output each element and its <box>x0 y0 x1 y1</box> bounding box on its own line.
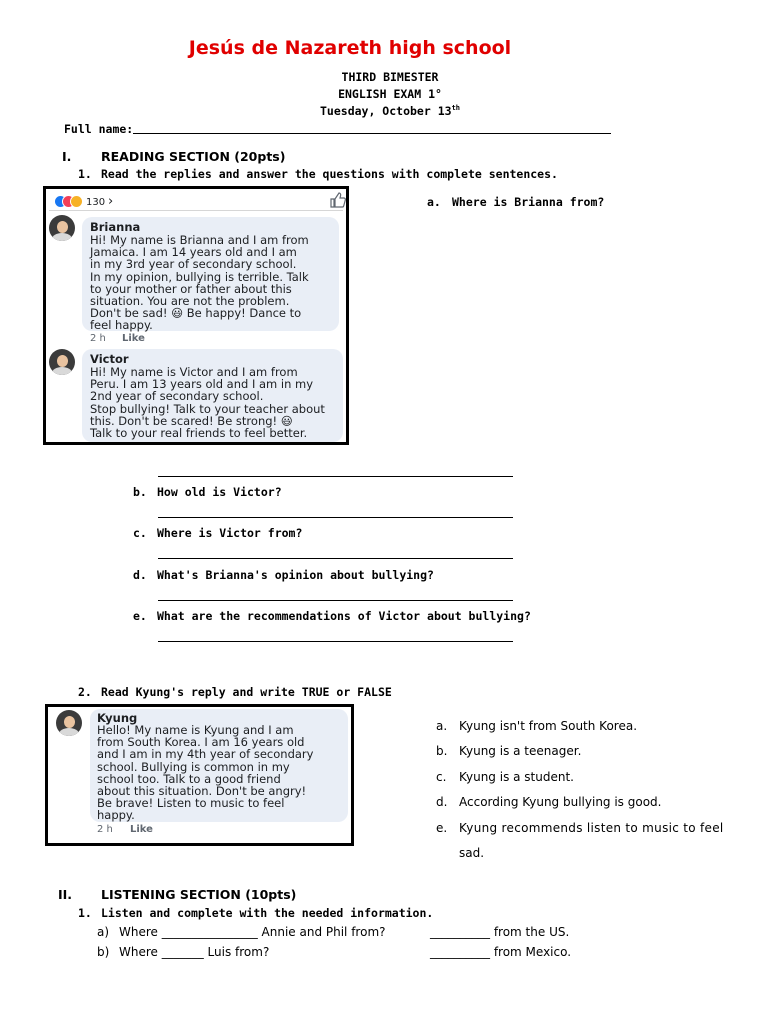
statement-a-text: Kyung isn't from South Korea. <box>459 719 638 733</box>
kyung-time: 2 h <box>97 824 113 835</box>
exam-date-text: Tuesday, October 13 <box>320 104 452 118</box>
exam-label: ENGLISH EXAM 1° <box>338 87 442 101</box>
brianna-like-link[interactable]: Like <box>122 333 145 344</box>
listening-item-a-letter: a) <box>97 925 110 939</box>
answer-line-e[interactable] <box>158 641 513 642</box>
divider <box>49 210 343 211</box>
listening-section-title: LISTENING SECTION (10pts) <box>101 887 297 902</box>
kyung-avatar <box>56 710 82 736</box>
exam-date <box>0 104 768 118</box>
statement-c-text: Kyung is a student. <box>459 770 574 784</box>
question-a-letter: a. <box>427 195 441 209</box>
victor-comment-text: Hi! My name is Victor and I am from Peru. I am 13 years old and I am in my 2nd year of secondary school. Stop bullying! Talk to your teacher about this. Don't be scared! Be strong! 😃 Talk to your real friends to feel better. <box>90 365 325 441</box>
answer-line-a[interactable] <box>158 476 513 477</box>
answer-line-b[interactable] <box>158 517 513 518</box>
question-a-text: Where is Brianna from? <box>452 195 605 209</box>
q2-instruction: Read Kyung's reply and write TRUE or FALSE <box>101 685 392 699</box>
listening-item-a-text: Where ________________ Annie and Phil from? <box>119 925 386 939</box>
question-e-letter: e. <box>133 609 147 623</box>
q2-number: 2. <box>78 685 92 699</box>
exam-date-suffix: th <box>451 104 460 113</box>
school-title: Jesús de Nazareth high school <box>188 37 512 59</box>
kyung-name: Kyung <box>97 711 138 725</box>
kyung-comment-text: Hello! My name is Kyung and I am from South Korea. I am 16 years old and I am in my 4th year of secondary school. Bullying is common in my school too. Talk to a good friend about this situation. Don't be angry! Be brave! Listen to music to feel happy. <box>97 723 314 823</box>
bimester-label: THIRD BIMESTER <box>341 70 439 84</box>
answer-line-c[interactable] <box>158 558 513 559</box>
statement-c-letter: c. <box>436 770 447 784</box>
statement-d-text: According Kyung bullying is good. <box>459 795 662 809</box>
question-b-letter: b. <box>133 485 147 499</box>
listening-q1-instruction: Listen and complete with the needed information. <box>101 906 434 920</box>
statement-b-letter: b. <box>436 744 448 758</box>
victor-name: Victor <box>90 352 129 366</box>
brianna-comment-text: Hi! My name is Brianna and I am from Jamaica. I am 14 years old and I am in my 3rd year of secondary school. In my opinion, bullying is terrible. Talk to your mother or father about this situation. You are not the problem. Don't be sad! 😃 Be happy! Dance to feel happy. <box>90 233 309 333</box>
q1-number: 1. <box>78 167 92 181</box>
brianna-avatar <box>49 215 75 241</box>
kyung-like-link[interactable]: Like <box>130 824 153 835</box>
victor-comment-bubble <box>82 349 343 442</box>
question-c-letter: c. <box>133 526 147 540</box>
reading-section-number: I. <box>62 149 72 164</box>
kyung-reply-screenshot <box>45 704 354 846</box>
listening-item-b-answer: __________ from Mexico. <box>430 945 572 959</box>
chevron-right-icon: › <box>108 194 114 209</box>
listening-item-b-letter: b) <box>97 945 110 959</box>
statement-a-letter: a. <box>436 719 448 733</box>
question-d-letter: d. <box>133 568 147 582</box>
wow-reaction-icon <box>70 195 83 208</box>
brianna-time: 2 h <box>90 333 106 344</box>
social-replies-screenshot <box>43 186 349 445</box>
statement-e-text: Kyung recommends listen to music to feel <box>459 821 724 835</box>
q1-instruction: Read the replies and answer the questions with complete sentences. <box>101 167 558 181</box>
statement-b-text: Kyung is a teenager. <box>459 744 582 758</box>
fullname-label: Full name: <box>64 122 134 136</box>
brianna-comment-bubble <box>82 217 339 331</box>
question-d-text: What's Brianna's opinion about bullying? <box>157 568 434 582</box>
question-b-text: How old is Victor? <box>157 485 282 499</box>
listening-q1-number: 1. <box>78 906 92 920</box>
reading-section-title: READING SECTION (20pts) <box>101 149 286 164</box>
question-e-text: What are the recommendations of Victor about bullying? <box>157 609 531 623</box>
reaction-count: 130 <box>86 197 106 208</box>
thumbs-up-icon <box>329 191 347 209</box>
statement-e-text-continued: sad. <box>459 846 485 860</box>
answer-line-d[interactable] <box>158 600 513 601</box>
statement-d-letter: d. <box>436 795 448 809</box>
victor-avatar <box>49 349 75 375</box>
statement-e-letter: e. <box>436 821 448 835</box>
listening-item-a-answer: __________ from the US. <box>430 925 570 939</box>
listening-item-b-text: Where _______ Luis from? <box>119 945 270 959</box>
question-c-text: Where is Victor from? <box>157 526 303 540</box>
kyung-comment-bubble <box>90 709 348 822</box>
fullname-line[interactable] <box>133 133 611 134</box>
listening-section-number: II. <box>58 887 73 902</box>
brianna-name: Brianna <box>90 220 141 234</box>
